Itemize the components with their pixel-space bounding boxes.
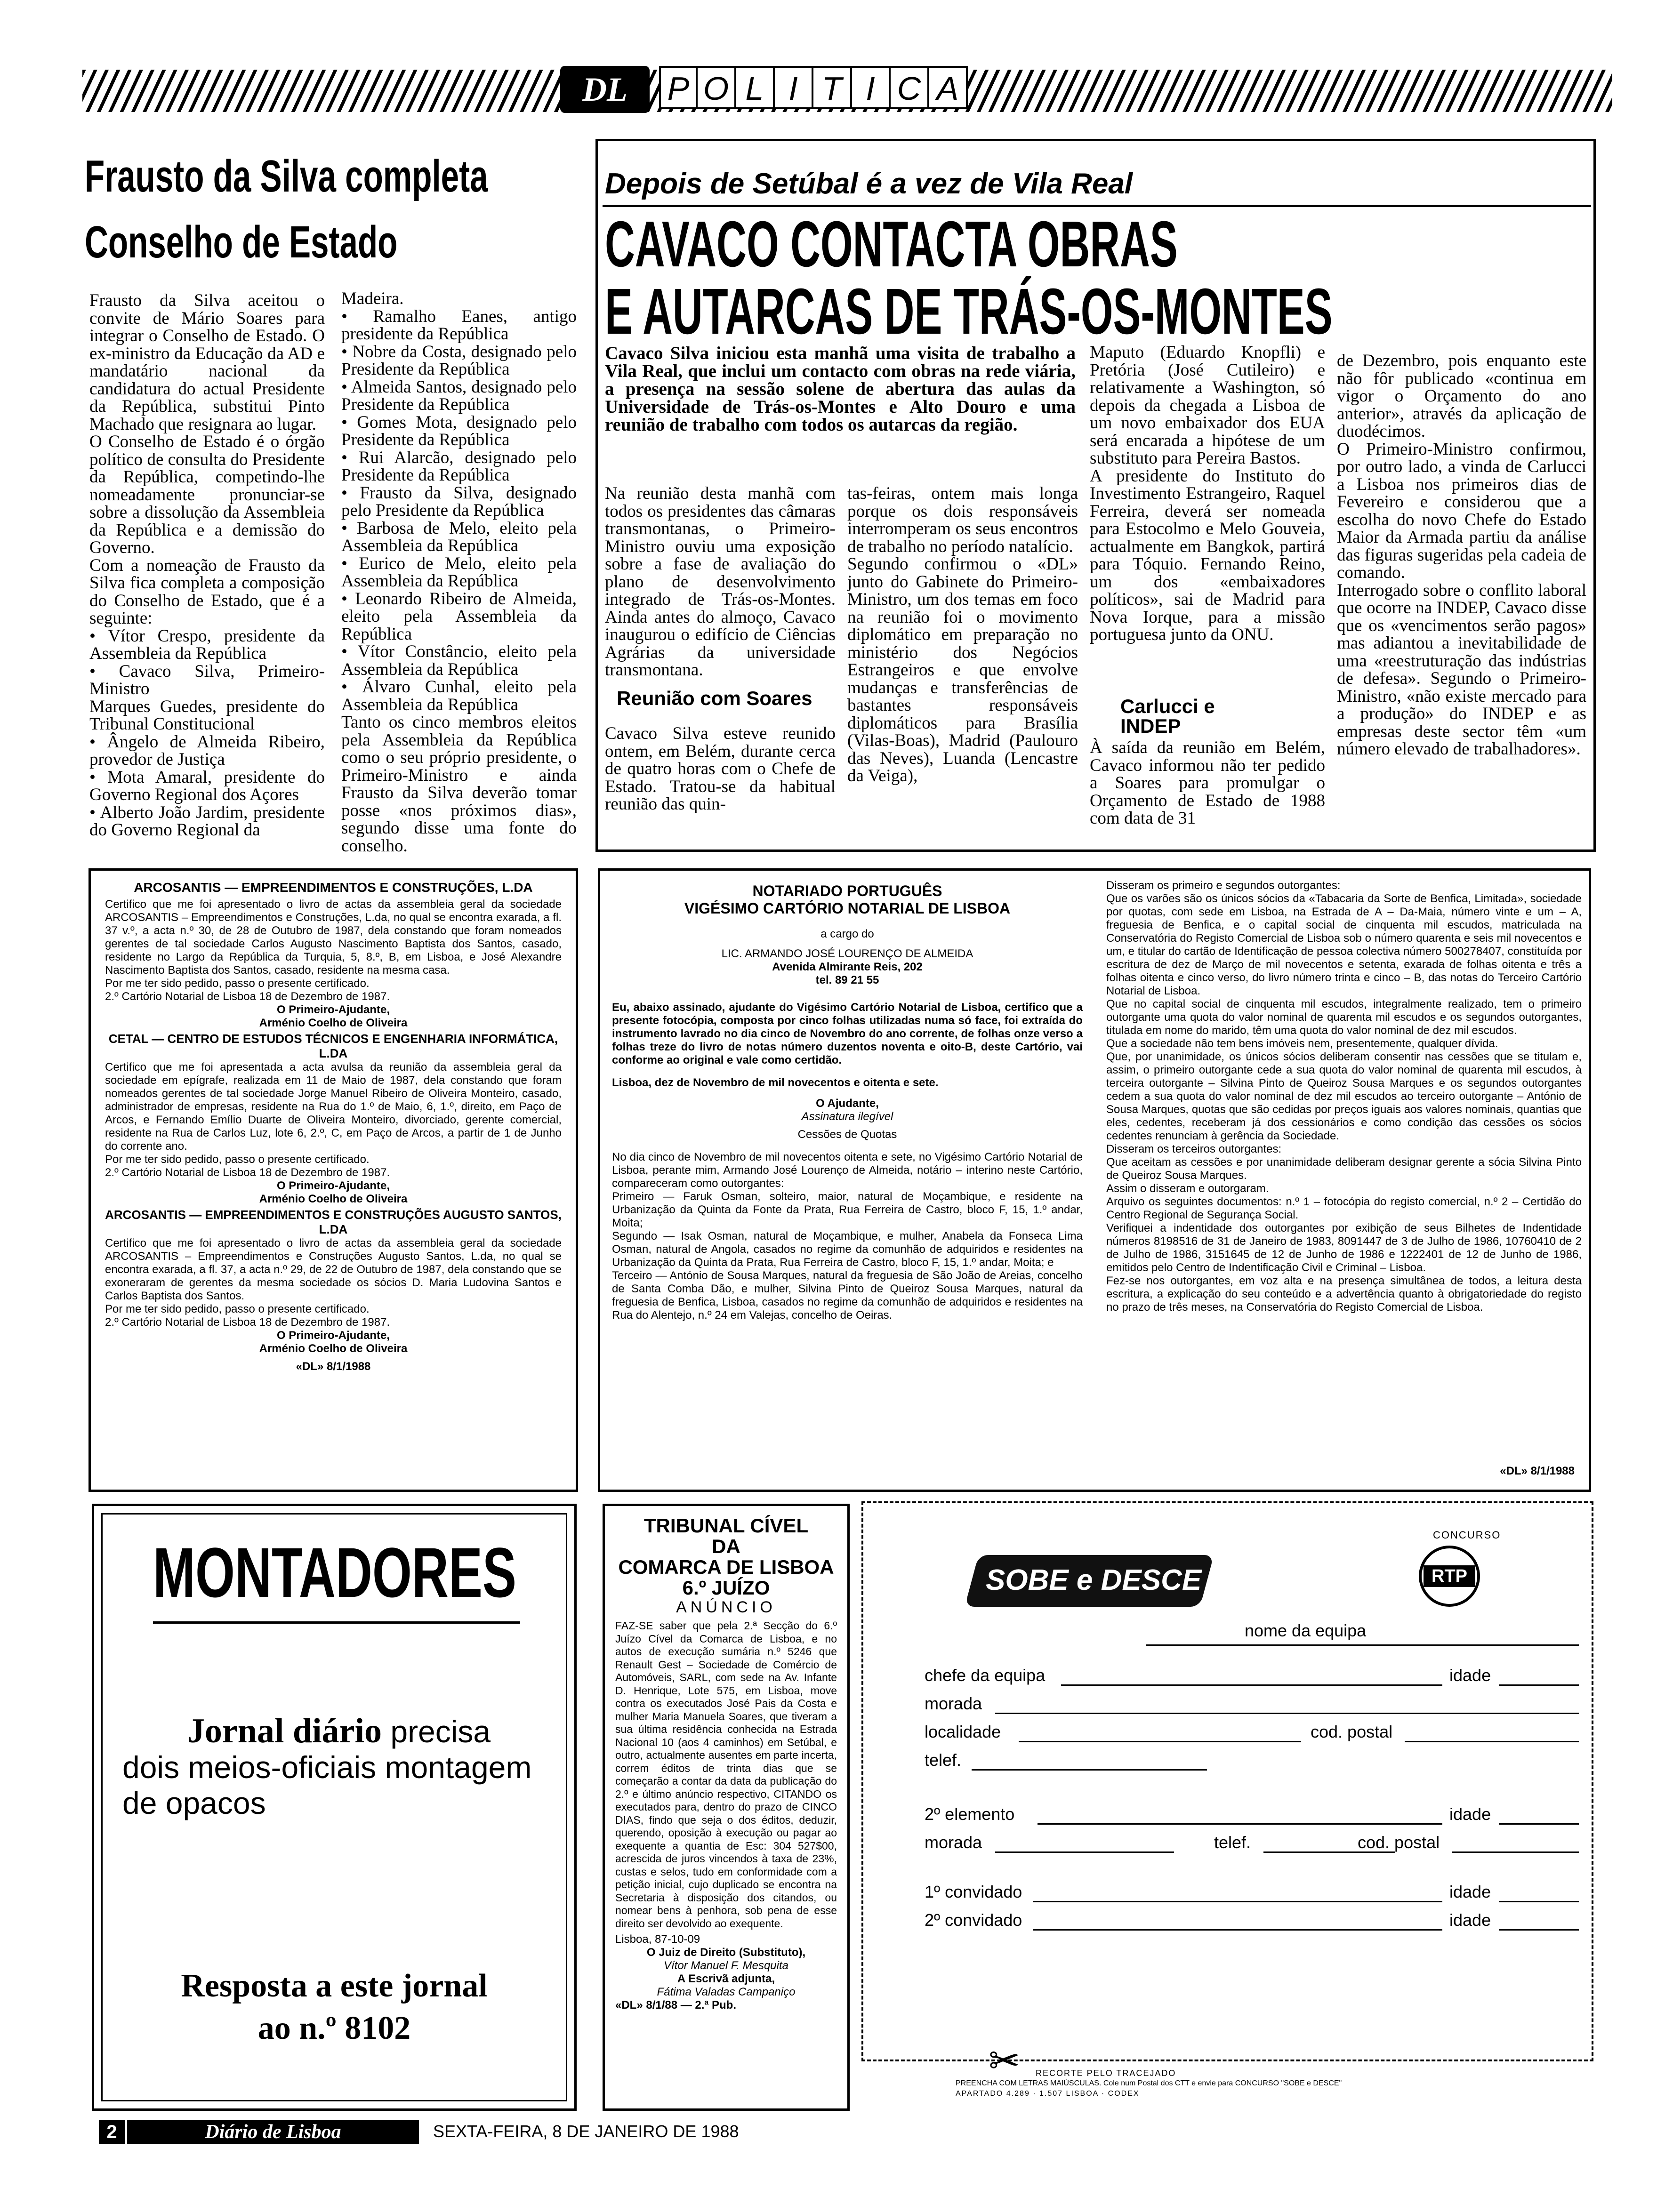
article-headline: E AUTARCAS DE TRÁS-OS-MONTES — [605, 275, 1333, 348]
ad-text-regular: precisa — [382, 1714, 491, 1749]
form-line — [1019, 1741, 1301, 1742]
notice-signature: Fátima Valadas Campaniço — [657, 1986, 796, 1998]
notice-signature: A Escrivã adjunta, — [677, 1972, 775, 1985]
form-line — [1033, 1901, 1442, 1902]
article-subhead: Reunião com Soares — [617, 687, 812, 709]
notice-subtitle: Cessões de Quotas — [797, 1128, 897, 1141]
section-letter: T — [813, 66, 852, 109]
notice-ref: «DL» 8/1/1988 — [1500, 1465, 1575, 1477]
form-line — [1499, 1684, 1579, 1686]
form-line — [1499, 1901, 1579, 1902]
ad-title-rule — [153, 1621, 520, 1624]
notice-body: Certifico que me foi apresentada a acta avulsa da reunião da assembleia geral da sociedade em epígrafe, realizada em 11 de Maio de 1987, dela constando que foram nomeados gerentes de tal sociedade Jorge Manuel Ribeiro de Oliveira Monteiro, casado, administrador de empresas, residente na Rua do 1.º de Maio, 6, 1.º, direito, em Paço de Arcos, e Fernando Emílio Duarte de Oliveira Monteiro, divorciado, gerente comercial, residente na Rua de Carlos Luz, lote 6, 2.º, C, em Paço de Arcos, a partir de 1 de Junho do corrente ano. Por me ter sido pedido, passo o presente certificado. 2.º Cartório Notarial de Lisboa 18 de Dezembro de 1987. — [105, 1061, 562, 1179]
notice-body: Certifico que me foi apresentado o livro de actas da assembleia geral da sociedade ARCOSANTIS – Empreendimentos e Construções, L.da, no qual se encontra exarada, a fl. 37 v.º, a acta n.º 30, de 28 de Outubro de 1987, dela constando que foram nomeados gerentes de tal sociedade Carlos Augusto Nascimento Baptista dos Santos, casado, residente no Largo da República da Turquia, 5, 8.º, B, em Lisboa, e José Alexandre Nascimento Baptista dos Santos, casado, residente na mesma casa. Por me ter sido pedido, passo o presente certificado. 2.º Cartório Notarial de Lisboa 18 de Dezembro de 1987. — [105, 898, 562, 1003]
notice-title: COMARCA DE LISBOA — [618, 1556, 834, 1578]
article-subhead: Carlucci e INDEP — [1120, 695, 1215, 737]
form-label: cod. postal — [1358, 1833, 1440, 1852]
notice-text: Avenida Almirante Reis, 202 — [772, 961, 923, 973]
form-label: 2º convidado — [925, 1910, 1022, 1930]
section-letter: O — [698, 66, 736, 109]
article-column: Frausto da Silva aceitou o convite de Mário Soares para integrar o Conselho de Estado. O ex-ministro da Educação da AD e mandatário nacional da candidatura do actual Presidente da República, substitui Pinto Machado que resignara ao lugar. O Conselho de Estado é o órgão político de consulta do Presidente da República, competindo-lhe nomeadamente pronunciar-se sobre a dissolução da Assembleia da República e a demissão do Governo. Com a nomeação de Frausto da Silva fica completa a composição do Conselho de Estado, que é a seguinte: • Vítor Crespo, presidente da Assembleia da República • Cavaco Silva, Primeiro-Ministro Marques Guedes, presidente do Tribunal Constitucional • Ângelo de Almeida Ribeiro, provedor de Justiça • Mota Amaral, presidente do Governo Regional dos Açores • Alberto João Jardim, presidente do Governo Regional da — [89, 291, 325, 840]
coupon-logo-text: SOBE e DESCE — [986, 1564, 1202, 1596]
notice-body: No dia cinco de Novembro de mil novecentos oitenta e sete, no Vigésimo Cartório Notarial de Lisboa, perante mim, Armando José Lourenço de Almeida, notário – interino neste Cartório, compareceram como outorgantes: Primeiro — Faruk Osman, solteiro, maior, natural de Moçambique, e residente na Urbanização da Quinta da Fonte da Prata, Rua Ferreira de Castro, bloco F, 15, 1.º andar, Moita; Segundo — Isak Osman, natural de Moçambique, e mulher, Anabela da Fonseca Lima Osman, natural de Angola, casados no regime da comunhão de adquiridos e residentes na Urbanização da Quinta da Prata, Rua Ferreira de Castro, bloco F, 15, 1.º andar, Moita; e Terceiro — António de Sousa Marques, natural da freguesia de São João de Areias, concelho de Santa Comba Dão, e mulher, Silvina Pinto de Queiroz Sousa Marques, natural da freguesia de Benfica, Lisboa, casados no regime da comunhão de adquiridos e residentes na Rua do Alentejo, n.º 24 em Valejas, concelho de Oeiras. — [612, 1151, 1083, 1322]
form-label: telef. — [925, 1750, 962, 1770]
notice-signature: Assinatura ilegível — [801, 1110, 893, 1123]
article-column: tas-feiras, ontem mais longa porque os dois responsáveis interromperam os seus encontros de trabalho no período natalício. Segundo confirmou o «DL» junto do Gabinete do Primeiro-Ministro, um dos temas em foco na reunião foi o movimento diplomático em preparação no ministério dos Negócios Estrangeiros e que envolve mudanças e transferências de bastantes responsáveis diplomáticos para Brasília (Vilas-Boas), Madrid (Paulouro das Neves), Luanda (Lencastre da Veiga), — [847, 484, 1078, 785]
notice-title: DA — [712, 1535, 740, 1557]
notice-title: ARCOSANTIS — EMPREENDIMENTOS E CONSTRUÇÕES, L.DA — [134, 880, 533, 895]
article-column: de Dezembro, pois enquanto este não fôr publicado «continua em vigor o Orçamento do ano anterior», através da aplicação de duodécimos. O Primeiro-Ministro confirmou, por outro lado, a vinda de Carlucci a Lisboa nos primeiros dias de Fevereiro e considerou que a escolha do novo Chefe do Estado Maior da Armada partiu da análise das figuras sugeridas pela cadeia de comando. Interrogado sobre o conflito laboral que ocorre na INDEP, Cavaco disse que os «vencimentos serão pagos» mas adiantou a inevitabilidade de uma «reestruturação das indústrias de defesa». Segundo o Primeiro-Ministro, «não existe mercado para a produção» do INDEP e as empresas deste sector têm «um número elevado de trabalhadores». — [1337, 351, 1586, 759]
section-letter: I — [775, 66, 813, 109]
form-line — [1499, 1929, 1579, 1931]
notice-title: ANÚNCIO — [676, 1598, 776, 1616]
notice-date: Lisboa, 87-10-09 — [615, 1933, 700, 1946]
article-column: À saída da reunião em Belém, Cavaco informou não ter pedido a Soares para promulgar o Orçamento de Estado de 1988 com data de 31 — [1090, 738, 1325, 828]
notice-title: TRIBUNAL CÍVEL — [643, 1515, 809, 1537]
form-line — [995, 1851, 1174, 1853]
form-label: nome da equipa — [1245, 1621, 1367, 1640]
notice-title: ARCOSANTIS — EMPREENDIMENTOS E CONSTRUÇÕES AUGUSTO SANTOS, L.DA — [105, 1208, 562, 1236]
form-line — [1405, 1741, 1579, 1742]
article-column: Cavaco Silva esteve reunido ontem, em Belém, durante cerca de quatro horas com o Chefe de Estado. Tratou-se da habitual reunião das quin- — [605, 724, 836, 814]
scissors-icon: ✂ — [989, 2041, 1021, 2082]
notice-signature: O Ajudante, — [816, 1097, 879, 1110]
article-column: Maputo (Eduardo Knopfli) e Pretória (José Cutileiro) e relativamente a Washington, só depois da chegada a Lisboa de um novo embaixador dos EUA será encarada a hipótese de um substituto para Pereira Bastos. A presidente do Instituto do Investimento Estrangeiro, Raquel Ferreira, deverá ser nomeada para Estocolmo e Melo Gouveia, actualmente em Bangkok, partirá para Tóquio. Fernando Reino, um dos «embaixadores políticos», sai de Madrid para Nova Iorque, para a missão portuguesa junto da ONU. — [1090, 343, 1325, 644]
section-letter: A — [929, 66, 968, 109]
form-label: chefe da equipa — [925, 1666, 1046, 1685]
notice-signature: O Primeiro-Ajudante, Arménio Coelho de Oliveira — [259, 1329, 408, 1355]
form-label: idade — [1449, 1910, 1491, 1930]
notice-text: LIC. ARMANDO JOSÉ LOURENÇO DE ALMEIDA — [721, 947, 973, 960]
ad-footer: ao n.º 8102 — [257, 2010, 411, 2046]
section-title — [659, 66, 968, 109]
legal-notice-notariado — [598, 868, 1591, 1492]
notice-signature: Vítor Manuel F. Mesquita — [663, 1959, 789, 1972]
ad-footer: Resposta a este jornal — [181, 1968, 488, 2004]
notice-certificate: Eu, abaixo assinado, ajudante do Vigésimo Cartório Notarial de Lisboa, certifico que a presente fotocópia, composta por cinco folhas utilizadas numa só face, foi extraída do instrumento lavrado no dia cinco de Novembro do ano corrente, de folhas onze verso a folhas treze do livro de notas número duzentos noventa e oito-B, deste Cartório, vai conforme ao original e vale como certidão. — [612, 1001, 1083, 1066]
form-line — [1038, 1823, 1442, 1825]
legal-notice-tribunal — [603, 1504, 850, 2111]
notice-title: VIGÉSIMO CARTÓRIO NOTARIAL DE LISBOA — [684, 900, 1011, 917]
form-label: 1º convidado — [925, 1882, 1022, 1901]
section-letter: P — [659, 66, 698, 109]
notice-left-column — [612, 882, 1083, 1485]
form-line — [995, 1713, 1579, 1714]
notice-text: tel. 89 21 55 — [815, 974, 879, 986]
notice-title: CETAL — CENTRO DE ESTUDOS TÉCNICOS E ENGENHARIA INFORMÁTICA, L.DA — [108, 1032, 558, 1060]
form-label: idade — [1449, 1666, 1491, 1685]
notice-right-column: Disseram os primeiro e segundos outorgantes: Que os varões são os únicos sócios da «Tabacaria da Sorte de Benfica, Limitada», sociedade por quotas, com sede em Lisboa, na Estrada de A – Da-Maia, número vinte e um – A, freguesia de Benfica, e o capital social de cinquenta mil escudos, matriculada na Conservatória do Registo Comercial de Lisboa sob o número quarenta e seis mil novecentos e um, e titular do cartão de Identificação de pessoa colectiva número 500278407, constituída por escritura de dez de Março de mil novecentos e setenta, exarada de folhas oitenta e três a folhas oitenta e cinco verso, do livro número trinta e cinco – B, das notas do Terceiro Cartório Notarial de Lisboa. Que no capital social de cinquenta mil escudos, integralmente realizado, tem o primeiro outorgante uma quota do valor nominal de quarenta mil escudos e os segundos outorgantes, titulada em nome do marido, têm uma quota do valor nominal de dez mil escudos. Que a sociedade não tem bens imóveis nem, presentemente, qualquer dívida. Que, por unanimidade, os únicos sócios deliberam consentir nas cessões que se titulam e, assim, o primeiro outorgante cede a sua quota do valor nominal de quarenta mil escudos, à terceira outorgante – Silvina Pinto de Queiroz Sousa Marques e os segundos outorgantes cedem a sua quota do valor nominal de dez mil escudos ao terceiro outorgante – António de Sousa Marques, quotas que são cedidas por preços iguais aos valores nominais, quantias que eles, cedentes, receberam já dos cessionários e como condição das cessões os sócios cedentes renunciam à gerência da Sociedade. Disseram os terceiros outorgantes: Que aceitam as cessões e por unanimidade deliberam designar gerente a sócia Silvina Pinto de Queiroz Sousa Marques. Assim o disseram e outorgaram. Arquivo os seguintes documentos: n.º 1 – fotocópia do registo comercial, n.º 2 – Certidão do Centro Regional de Segurança Social. Verifiquei a indentidade dos outorgantes por exibição de seus Bilhetes de Indentidade números 8198516 de 31 de Janeiro de 1983, 8091447 de 3 de Julho de 1986, 10760410 de 2 de Julho de 1986, 3151645 de 12 de Junho de 1986 e 1222401 de 12 de Junho de 1986, emitidos pelo Centro de Indentificação Civil e Criminal – Lisboa. Fez-se nos outorgantes, em voz alta e na presença simultânea de todos, a leitura desta escritura, a explicação do seu conteúdo e a advertência quanto à obrigatoriedade do registo no prazo de três meses, na Conservatória do Registo Comercial de Lisboa. — [1106, 879, 1582, 1314]
form-label: idade — [1449, 1804, 1491, 1824]
section-letter: I — [852, 66, 891, 109]
article-cavaco — [595, 139, 1596, 852]
notice-signature: O Primeiro-Ajudante, Arménio Coelho de Oliveira — [259, 1003, 408, 1029]
notice-ref: «DL» 8/1/1988 — [296, 1360, 371, 1373]
form-label: localidade — [925, 1722, 1001, 1741]
ad-text — [122, 1713, 555, 1821]
notice-title: NOTARIADO PORTUGUÊS — [752, 882, 942, 899]
section-letter: L — [736, 66, 775, 109]
ad-title: MONTADORES — [153, 1533, 516, 1612]
form-label: idade — [1449, 1882, 1491, 1901]
article-kicker: Depois de Setúbal é a vez de Vila Real — [605, 168, 1133, 200]
notice-signature: O Primeiro-Ajudante, Arménio Coelho de Oliveira — [259, 1179, 408, 1205]
form-line — [972, 1769, 1207, 1771]
notice-text: a cargo do — [820, 928, 874, 940]
notice-body: Certifico que me foi apresentado o livro de actas da assembleia geral da sociedade ARCOSANTIS – Empreendimentos e Construções Augusto Santos, L.da, no qual se encontra exarada, a fl. 37, a acta n.º 29, de 22 de Outubro de 1987, dela constando que se exoneraram de gerentes da mesma sociedade os sócios D. Maria Ludovina Santos e Carlos Baptista dos Santos. Por me ter sido pedido, passo o presente certificado. 2.º Cartório Notarial de Lisboa 18 de Dezembro de 1987. — [105, 1237, 562, 1329]
form-label: telef. — [1214, 1833, 1251, 1852]
article-headline: Conselho de Estado — [85, 217, 398, 267]
ad-montadores — [92, 1504, 577, 2111]
coupon-contest — [861, 1501, 1593, 2061]
form-line — [1033, 1929, 1442, 1931]
ad-text-bold: Jornal diário — [187, 1712, 382, 1750]
article-column: Na reunião desta manhã com todos os presidentes das câmaras transmontanas, o Primeiro-Ministro ouviu uma exposição sobre a fase de avaliação do plano de desenvolvimento integrado de Trás-os-Montes. Ainda antes do almoço, Cavaco inaugurou o edifício de Ciências Agrárias da universidade transmontana. — [605, 484, 836, 680]
notice-title: 6.º JUÍZO — [682, 1577, 770, 1599]
coupon-cut-label: RECORTE PELO TRACEJADO — [1036, 2068, 1176, 2078]
form-line — [1061, 1684, 1442, 1686]
notice-signature: O Juiz de Direito (Substituto), — [646, 1946, 806, 1959]
notice-ref: «DL» 8/1/88 — 2.ª Pub. — [615, 1999, 736, 2012]
rtp-logo-text: RTP — [1424, 1565, 1475, 1587]
form-label: morada — [925, 1833, 982, 1852]
article-column: Madeira. • Ramalho Eanes, antigo presidente da República • Nobre da Costa, designado pelo Presidente da República • Almeida Santos, designado pelo Presidente da República • Gomes Mota, designado pelo Presidente da República • Rui Alarcão, designado pelo Presidente da República • Frausto da Silva, designado pelo Presidente da República • Barbosa de Melo, eleito pela Assembleia da República • Eurico de Melo, eleito pela Assembleia da República • Leonardo Ribeiro de Almeida, eleito pela Assembleia da República • Vítor Constâncio, eleito pela Assembleia da República • Álvaro Cunhal, eleito pela Assembleia da República Tanto os cinco membros eleitos pela Assembleia da República como o seu próprio presidente, o Primeiro-Ministro e ainda Frausto da Silva deverão tomar posse «nos próximos dias», segundo disse uma fonte do conselho. — [341, 289, 577, 856]
form-line — [1146, 1644, 1579, 1646]
form-line — [1452, 1851, 1579, 1853]
article-headline: CAVACO CONTACTA OBRAS — [605, 208, 1178, 281]
form-label: cod. postal — [1311, 1722, 1393, 1741]
form-line — [1499, 1823, 1579, 1825]
article-lead: Cavaco Silva iniciou esta manhã uma visita de trabalho a Vila Real, que inclui um contacto com obras na rede viária, a presença na sessão solene de abertura das aulas da Universidade de Trás-os-Montes e Alto Douro e uma reunião de trabalho com todos os autarcas da região. — [605, 343, 1076, 435]
legal-notice-arcosantis — [88, 868, 578, 1492]
form-label: morada — [925, 1694, 982, 1713]
paper-name: Diário de Lisboa — [127, 2120, 419, 2144]
page-number: 2 — [99, 2120, 125, 2144]
notice-body: FAZ-SE saber que pela 2.ª Secção do 6.º Juízo Cível da Comarca de Lisboa, e no autos de execução sumária n.º 5246 que Renault Gest – Sociedade de Comércio de Automóveis, SARL, com sede na Av. Infante D. Henrique, Lote 575, em Lisboa, move contra os executados José Pais da Costa e mulher Maria Manuela Soares, que tiveram a sua última residência conhecida na Estrada Nacional 10 (aos 4 caminhos) em Setúbal, e outro, actualmente ausentes em parte incerta, correm éditos de trinta dias que se começarão a contar da data da publicação do 2.º e último anúncio respectivo, CITANDO os executados para, dentro do prazo de CINCO DIAS, findo que seja o dos éditos, deduzir, querendo, oposição à execução ou pagar ao exequente a quantia de Esc: 304 527$00, acrescida de juros vincendos à taxa de 23%, custas e selos, tudo em conformidade com a petição inicial, cujo duplicado se encontra na Secretaria à disposição dos citandos, ou nomear bens à penhora, sob pena de esse direito ser devolvido ao exequente. — [615, 1619, 837, 1930]
notice-date: Lisboa, dez de Novembro de mil novecentos e oitenta e sete. — [612, 1076, 939, 1089]
coupon-address: APARTADO 4.289 · 1.507 LISBOA · CODEX — [956, 2090, 1140, 2098]
section-letter: C — [891, 66, 929, 109]
section-header-logo: DL — [560, 66, 650, 113]
form-label: 2º elemento — [925, 1804, 1015, 1824]
article-headline: Frausto da Silva completa — [85, 151, 488, 201]
coupon-instructions: PREENCHA COM LETRAS MAIÚSCULAS. Cole num Postal dos CTT e envie para CONCURSO "SOBE e DESCE" — [956, 2079, 1342, 2087]
coupon-contest-label: CONCURSO — [1433, 1529, 1501, 1541]
article-frausto — [85, 141, 584, 861]
issue-date: SEXTA-FEIRA, 8 DE JANEIRO DE 1988 — [433, 2122, 739, 2141]
ad-text-line: dois meios-oficiais montagem de opacos — [122, 1750, 532, 1820]
